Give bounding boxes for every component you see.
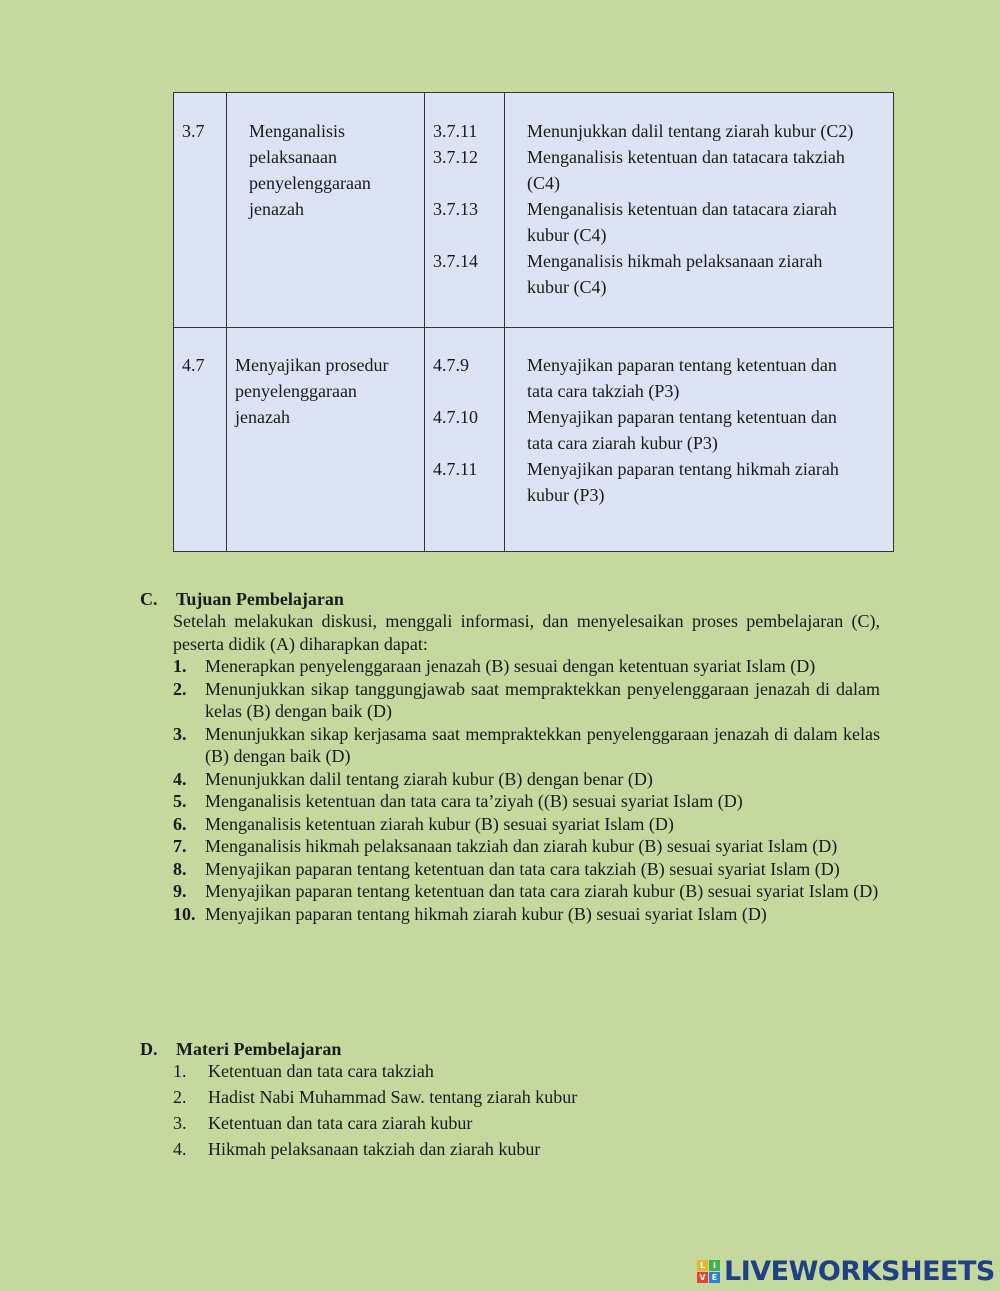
- item-text: Menganalisis ketentuan ziarah kubur (B) sesuai syariat Islam (D): [205, 813, 674, 834]
- list-item: [173, 835, 880, 858]
- learning-goals-list: [173, 655, 880, 925]
- item-text: Menyajikan paparan tentang hikmah ziarah kubur (B) sesuai syariat Islam (D): [205, 903, 767, 924]
- list-item: [173, 655, 880, 678]
- list-item: [173, 1136, 577, 1162]
- table-divider: [226, 93, 227, 551]
- item-text: Menyajikan paparan tentang ketentuan dan tata cara ziarah kubur (B) sesuai syariat Islam (D): [205, 881, 879, 901]
- learning-materials-list: [173, 1058, 577, 1162]
- list-item: [173, 1058, 577, 1084]
- item-number: 3.: [173, 1113, 187, 1133]
- item-number: 4.: [173, 1139, 187, 1159]
- indicator-text: Menunjukkan dalil tentang ziarah kubur (C2): [527, 121, 854, 141]
- indicator-text: Menyajikan paparan tentang ketentuan dan: [527, 407, 837, 427]
- list-item: [173, 858, 880, 881]
- list-item: [173, 903, 880, 926]
- logo-letter: I: [709, 1260, 720, 1271]
- kd-description: Menganalisis pelaksanaan penyelenggaraan jenazah: [249, 121, 371, 219]
- item-text: Menerapkan penyelenggaraan jenazah (B) sesuai dengan ketentuan syariat Islam (D): [205, 656, 816, 676]
- logo-mark-icon: [697, 1260, 720, 1283]
- item-text: Hadist Nabi Muhammad Saw. tentang ziarah kubur: [208, 1087, 578, 1107]
- indicator-code: 4.7.9: [433, 355, 469, 375]
- indicator-text: kubur (C4): [527, 277, 607, 297]
- list-item: [173, 768, 880, 791]
- indicator-codes: [433, 352, 478, 482]
- indicator-text: (C4): [527, 173, 560, 193]
- indicator-code: 3.7.11: [433, 121, 478, 141]
- indicator-code: 4.7.10: [433, 407, 478, 427]
- item-number: 5.: [173, 791, 187, 811]
- indicator-code: 3.7.14: [433, 251, 478, 271]
- section-letter: D.: [140, 1039, 158, 1059]
- kd-number: 3.7: [182, 121, 205, 141]
- table-divider: [504, 93, 505, 551]
- item-number: 2.: [173, 1087, 187, 1107]
- indicator-text: Menganalisis ketentuan dan tatacara ziarah: [527, 199, 837, 219]
- indicator-code: 3.7.12: [433, 147, 478, 167]
- item-number: 10.: [173, 903, 196, 924]
- item-number: 3.: [173, 723, 187, 744]
- section-title: Tujuan Pembelajaran: [176, 589, 344, 609]
- list-item: [173, 1110, 577, 1136]
- item-number: 9.: [173, 881, 187, 901]
- list-item: [173, 790, 880, 813]
- indicator-text: tata cara takziah (P3): [527, 381, 680, 401]
- section-title: Materi Pembelajaran: [176, 1039, 342, 1059]
- item-text: Hikmah pelaksanaan takziah dan ziarah kubur: [208, 1139, 541, 1159]
- logo-text: LIVEWORKSHEETS: [724, 1255, 995, 1287]
- kd-number: 4.7: [182, 355, 205, 375]
- indicator-descriptions: [527, 352, 892, 508]
- indicator-code: 3.7.13: [433, 199, 478, 219]
- list-item: [173, 1084, 577, 1110]
- indicator-descriptions: [527, 118, 892, 300]
- kd-description: Menyajikan prosedur penyelenggaraan jenazah: [235, 355, 389, 427]
- item-text: Menyajikan paparan tentang ketentuan dan tata cara takziah (B) sesuai syariat Islam (D): [205, 858, 840, 879]
- indicator-text: kubur (C4): [527, 225, 607, 245]
- indicator-text: Menganalisis hikmah pelaksanaan ziarah: [527, 251, 823, 271]
- item-number: 6.: [173, 813, 187, 834]
- table-divider: [174, 327, 893, 328]
- section-c-intro: Setelah melakukan diskusi, menggali informasi, dan menyelesaikan proses pembelajaran (C), peserta didik (A) diharapkan dapat:: [173, 611, 880, 654]
- item-text: Ketentuan dan tata cara takziah: [208, 1061, 434, 1081]
- competency-table: [173, 92, 894, 552]
- item-number: 4.: [173, 768, 187, 789]
- table-divider: [424, 93, 425, 551]
- indicator-text: Menyajikan paparan tentang ketentuan dan: [527, 355, 837, 375]
- logo-letter: L: [697, 1260, 708, 1271]
- item-number: 1.: [173, 1061, 187, 1081]
- indicator-codes: [433, 118, 478, 274]
- item-number: 7.: [173, 836, 187, 856]
- list-item: [173, 678, 880, 723]
- indicator-code: 4.7.11: [433, 459, 478, 479]
- indicator-text: tata cara ziarah kubur (P3): [527, 433, 718, 453]
- section-c-heading: [140, 589, 344, 610]
- item-text: Menunjukkan dalil tentang ziarah kubur (B) dengan benar (D): [205, 768, 653, 789]
- indicator-text: Menganalisis ketentuan dan tatacara takziah: [527, 147, 845, 167]
- item-text: Menganalisis ketentuan dan tata cara ta’ziyah ((B) sesuai syariat Islam (D): [205, 791, 743, 811]
- section-d-heading: [140, 1039, 341, 1060]
- logo-letter: V: [697, 1272, 708, 1283]
- item-number: 2.: [173, 678, 187, 699]
- item-text: Menunjukkan sikap kerjasama saat mempraktekkan penyelenggaraan jenazah di dalam kelas (B) dengan baik (D): [205, 723, 880, 766]
- section-letter: C.: [140, 589, 158, 609]
- list-item: [173, 880, 880, 903]
- item-text: Menganalisis hikmah pelaksanaan takziah dan ziarah kubur (B) sesuai syariat Islam (D): [205, 836, 838, 856]
- liveworksheets-logo[interactable]: [697, 1256, 995, 1286]
- indicator-text: kubur (P3): [527, 485, 605, 505]
- item-number: 8.: [173, 858, 187, 879]
- item-number: 1.: [173, 656, 187, 676]
- indicator-text: Menyajikan paparan tentang hikmah ziarah: [527, 459, 839, 479]
- list-item: [173, 723, 880, 768]
- list-item: [173, 813, 880, 836]
- item-text: Menunjukkan sikap tanggungjawab saat mempraktekkan penyelenggaraan jenazah di dalam kelas (B) dengan baik (D): [205, 678, 880, 721]
- logo-letter: E: [709, 1272, 720, 1283]
- item-text: Ketentuan dan tata cara ziarah kubur: [208, 1113, 473, 1133]
